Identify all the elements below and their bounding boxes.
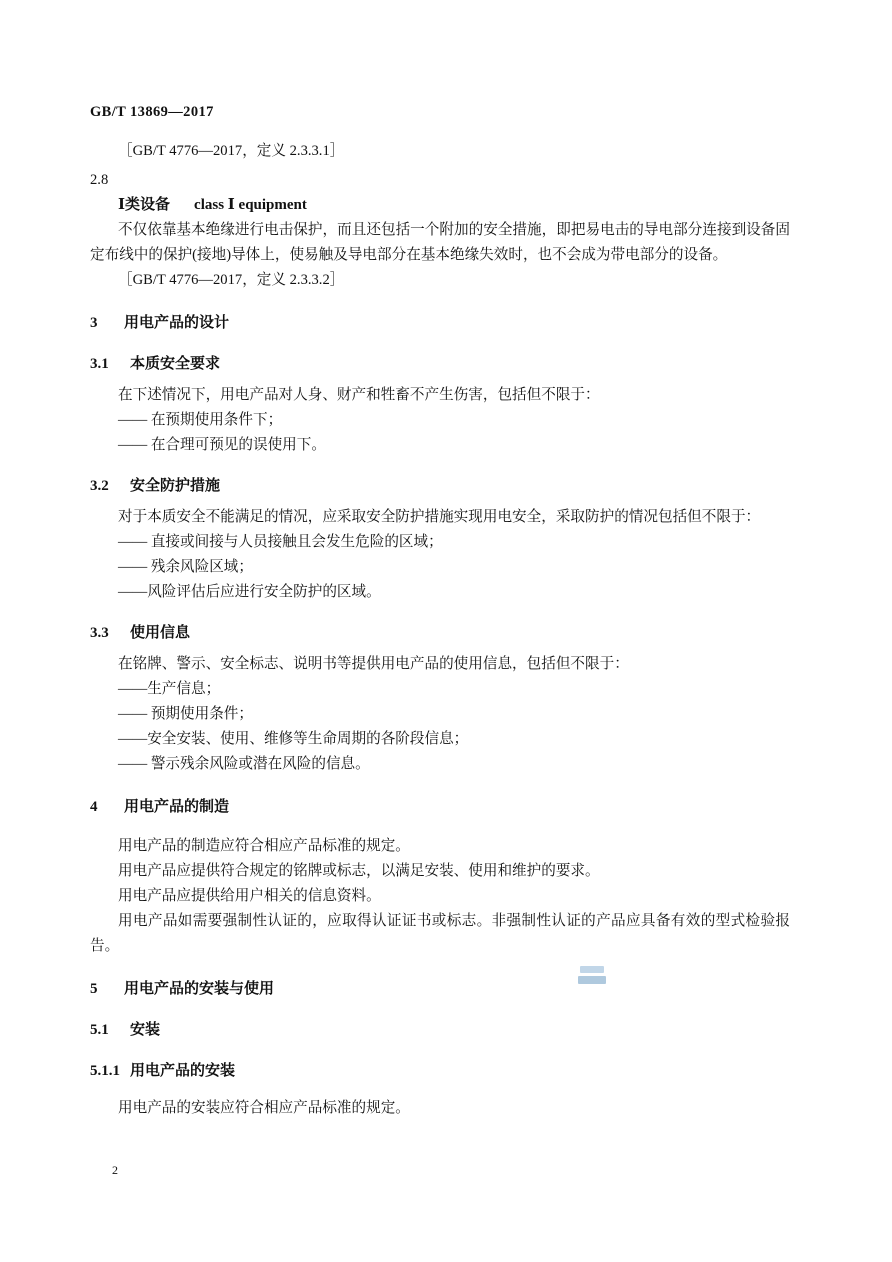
list-item-3-2-a: —— 直接或间接与人员接触且会发生危险的区域； [118, 534, 443, 550]
section-number-5: 5 [90, 981, 98, 997]
section-heading-5-1 [90, 1018, 790, 1043]
section-number-3-3: 3.3 [90, 625, 109, 641]
watermark-top-bar [580, 966, 604, 973]
section-title-3: 用电产品的设计 [124, 315, 230, 331]
section-heading-3 [90, 311, 790, 336]
paragraph-3-3: 在铭牌、警示、安全标志、说明书等提供用电产品的使用信息，包括但不限于： [118, 656, 629, 672]
section-title-5-1: 安装 [130, 1022, 161, 1038]
document-header: GB/T 13869—2017 [90, 104, 214, 120]
list-item-3-1-a: —— 在预期使用条件下； [118, 412, 283, 428]
paragraph-2-8: 不仅依靠基本绝缘进行电击保护，而且还包括一个附加的安全措施，即把易电击的导电部分连接到设备固定布线中的保护(接地)导体上，使易触及导电部分在基本绝缘失效时，也不会成为带电部分的设备。 [90, 222, 790, 263]
paragraph-3-1: 在下述情况下，用电产品对人身、财产和牲畜不产生伤害，包括但不限于： [118, 387, 600, 403]
list-item-3-3-a: ——生产信息； [118, 681, 221, 697]
section-heading-4 [90, 795, 790, 820]
list-item-3-3-d: —— 警示残余风险或潜在风险的信息。 [118, 756, 370, 772]
term-cn: Ⅰ类设备 [118, 197, 171, 213]
section-heading-5-1-1 [90, 1059, 790, 1084]
watermark-stamp-icon [578, 966, 606, 988]
section-heading-5 [90, 977, 790, 1002]
section-number-4: 4 [90, 799, 98, 815]
page-number: 2 [112, 1163, 118, 1177]
section-number-3-2: 3.2 [90, 478, 109, 494]
section-heading-3-2 [90, 474, 790, 499]
reference-citation: ［GB/T 4776—2017，定义 2.3.3.1］ [118, 143, 345, 159]
paragraph-4-c: 用电产品应提供给用户相关的信息资料。 [118, 888, 381, 904]
section-title-4: 用电产品的制造 [124, 799, 230, 815]
watermark-bottom-bar [578, 976, 606, 984]
section-title-3-3: 使用信息 [130, 625, 191, 641]
section-title-3-1: 本质安全要求 [130, 356, 221, 372]
section-title-3-2: 安全防护措施 [130, 478, 221, 494]
section-title-5: 用电产品的安装与使用 [124, 981, 275, 997]
paragraph-4-b: 用电产品应提供符合规定的铭牌或标志，以满足安装、使用和维护的要求。 [118, 863, 600, 879]
paragraph-4-a: 用电产品的制造应符合相应产品标准的规定。 [118, 838, 410, 854]
list-item-3-3-c: ——安全安装、使用、维修等生命周期的各阶段信息； [118, 731, 469, 747]
reference-citation-2: ［GB/T 4776—2017，定义 2.3.3.2］ [118, 272, 345, 288]
term-en: class Ⅰ equipment [194, 197, 307, 213]
paragraph-5-1-1: 用电产品的安装应符合相应产品标准的规定。 [118, 1100, 410, 1116]
paragraph-4-d: 用电产品如需要强制性认证的，应取得认证证书或标志。非强制性认证的产品应具备有效的型式检验报告。 [90, 913, 790, 954]
section-number-3: 3 [90, 315, 98, 331]
list-item-3-3-b: —— 预期使用条件； [118, 706, 253, 722]
section-number-5-1-1: 5.1.1 [90, 1063, 120, 1079]
section-title-5-1-1: 用电产品的安装 [130, 1063, 236, 1079]
term-heading-class-1-equipment [118, 193, 790, 218]
page-content [90, 104, 790, 1121]
list-item-3-2-b: —— 残余风险区域； [118, 559, 253, 575]
list-item-3-1-b: —— 在合理可预见的误使用下。 [118, 437, 326, 453]
section-number-5-1: 5.1 [90, 1022, 109, 1038]
paragraph-3-2: 对于本质安全不能满足的情况，应采取安全防护措施实现用电安全，采取防护的情况包括但不限于： [118, 509, 761, 525]
section-heading-3-1 [90, 352, 790, 377]
list-item-3-2-c: ——风险评估后应进行安全防护的区域。 [118, 584, 381, 600]
clause-number-2-8: 2.8 [90, 172, 109, 188]
section-number-3-1: 3.1 [90, 356, 109, 372]
section-heading-3-3 [90, 621, 790, 646]
